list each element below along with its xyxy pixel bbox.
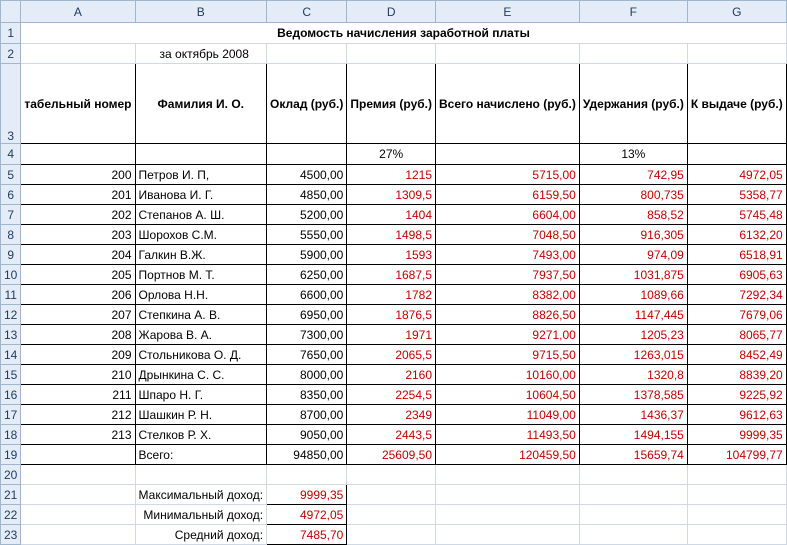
salary-cell[interactable]: 6950,00 <box>267 305 347 325</box>
table-row <box>1 425 787 445</box>
total-cell[interactable]: 8826,50 <box>436 305 580 325</box>
row-header[interactable]: 9 <box>1 245 21 265</box>
name-cell[interactable]: Шпаро Н. Г. <box>135 385 267 405</box>
salary-cell[interactable]: 5900,00 <box>267 245 347 265</box>
name-cell[interactable]: Степанов А. Ш. <box>135 205 267 225</box>
payout-cell[interactable]: 9225,92 <box>687 385 786 405</box>
column-header-c[interactable]: C <box>267 1 347 23</box>
deduct-cell[interactable]: 1494,155 <box>579 425 687 445</box>
cell[interactable] <box>21 445 135 465</box>
summary-label[interactable]: Максимальный доход: <box>135 485 267 505</box>
total-cell[interactable]: 10160,00 <box>436 365 580 385</box>
bonus-cell[interactable]: 1876,5 <box>347 305 436 325</box>
deduct-cell[interactable]: 742,95 <box>579 165 687 185</box>
bonus-cell[interactable]: 1782 <box>347 285 436 305</box>
name-cell[interactable]: Орлова Н.Н. <box>135 285 267 305</box>
payout-cell[interactable]: 8065,77 <box>687 325 786 345</box>
tab-number-cell[interactable]: 201 <box>21 185 135 205</box>
payout-cell[interactable]: 5745,48 <box>687 205 786 225</box>
cell[interactable] <box>21 525 135 545</box>
row-header[interactable]: 6 <box>1 185 21 205</box>
cell[interactable] <box>687 525 786 545</box>
header-tab-number[interactable]: табельный номер <box>21 64 135 144</box>
row-header[interactable]: 15 <box>1 365 21 385</box>
payout-cell[interactable]: 6132,20 <box>687 225 786 245</box>
row-header[interactable]: 19 <box>1 445 21 465</box>
salary-cell[interactable]: 4500,00 <box>267 165 347 185</box>
cell[interactable] <box>21 144 135 165</box>
row-header[interactable]: 17 <box>1 405 21 425</box>
table-row <box>1 225 787 245</box>
row-header[interactable]: 2 <box>1 44 21 64</box>
table-row <box>1 205 787 225</box>
column-header-b[interactable]: B <box>135 1 267 23</box>
row-header[interactable]: 21 <box>1 485 21 505</box>
cell[interactable] <box>687 44 786 64</box>
cell[interactable] <box>135 465 267 485</box>
tab-number-cell[interactable]: 209 <box>21 345 135 365</box>
column-header-d[interactable]: D <box>347 1 436 23</box>
cell[interactable] <box>21 485 135 505</box>
table-row <box>1 385 787 405</box>
summary-row <box>1 505 787 525</box>
table-row <box>1 185 787 205</box>
name-cell[interactable]: Шорохов С.М. <box>135 225 267 245</box>
salary-cell[interactable]: 9050,00 <box>267 425 347 445</box>
row-header[interactable]: 14 <box>1 345 21 365</box>
cell[interactable] <box>347 465 436 485</box>
cell[interactable] <box>347 44 436 64</box>
select-all-corner[interactable] <box>1 1 21 23</box>
tab-number-cell[interactable]: 210 <box>21 365 135 385</box>
deduct-cell[interactable]: 858,52 <box>579 205 687 225</box>
total-cell[interactable]: 8382,00 <box>436 285 580 305</box>
totals-salary[interactable]: 94850,00 <box>267 445 347 465</box>
bonus-cell[interactable]: 1215 <box>347 165 436 185</box>
name-cell[interactable]: Стелков Р. Х. <box>135 425 267 445</box>
total-cell[interactable]: 11049,00 <box>436 405 580 425</box>
tab-number-cell[interactable]: 205 <box>21 265 135 285</box>
tab-number-cell[interactable]: 208 <box>21 325 135 345</box>
row-header[interactable]: 12 <box>1 305 21 325</box>
cell[interactable] <box>347 485 436 505</box>
salary-cell[interactable]: 8350,00 <box>267 385 347 405</box>
cell[interactable] <box>579 44 687 64</box>
bonus-cell[interactable]: 1593 <box>347 245 436 265</box>
name-cell[interactable]: Шашкин Р. Н. <box>135 405 267 425</box>
total-cell[interactable]: 7493,00 <box>436 245 580 265</box>
name-cell[interactable]: Стольникова О. Д. <box>135 345 267 365</box>
deduct-cell[interactable]: 1320,8 <box>579 365 687 385</box>
cell[interactable] <box>135 144 267 165</box>
cell[interactable] <box>579 525 687 545</box>
salary-cell[interactable]: 6250,00 <box>267 265 347 285</box>
payout-cell[interactable]: 9612,63 <box>687 405 786 425</box>
deduct-cell[interactable]: 1031,875 <box>579 265 687 285</box>
cell[interactable] <box>436 485 580 505</box>
table-row <box>1 305 787 325</box>
row-header[interactable]: 4 <box>1 144 21 165</box>
payout-cell[interactable]: 7292,34 <box>687 285 786 305</box>
payout-cell[interactable]: 6518,91 <box>687 245 786 265</box>
bonus-cell[interactable]: 2254,5 <box>347 385 436 405</box>
cell[interactable] <box>21 44 135 64</box>
table-row <box>1 265 787 285</box>
totals-bonus[interactable]: 25609,50 <box>347 445 436 465</box>
total-cell[interactable]: 5715,00 <box>436 165 580 185</box>
summary-row <box>1 485 787 505</box>
name-cell[interactable]: Портнов М. Т. <box>135 265 267 285</box>
deduct-cell[interactable]: 800,735 <box>579 185 687 205</box>
header-deduct[interactable]: Удержания (руб.) <box>579 64 687 144</box>
salary-cell[interactable]: 5200,00 <box>267 205 347 225</box>
cell[interactable] <box>347 505 436 525</box>
summary-value[interactable]: 9999,35 <box>267 485 347 505</box>
bonus-cell[interactable]: 2065,5 <box>347 345 436 365</box>
deduct-cell[interactable]: 974,09 <box>579 245 687 265</box>
payout-cell[interactable]: 8839,20 <box>687 365 786 385</box>
name-cell[interactable]: Степкина А. В. <box>135 305 267 325</box>
header-bonus[interactable]: Премия (руб.) <box>347 64 436 144</box>
table-row <box>1 365 787 385</box>
header-salary[interactable]: Оклад (руб.) <box>267 64 347 144</box>
salary-cell[interactable]: 7300,00 <box>267 325 347 345</box>
salary-cell[interactable]: 8000,00 <box>267 365 347 385</box>
salary-cell[interactable]: 7650,00 <box>267 345 347 365</box>
total-cell[interactable]: 7048,50 <box>436 225 580 245</box>
deduct-cell[interactable]: 1205,23 <box>579 325 687 345</box>
summary-label[interactable]: Средний доход: <box>135 525 267 545</box>
row-header[interactable]: 22 <box>1 505 21 525</box>
bonus-cell[interactable]: 2443,5 <box>347 425 436 445</box>
total-cell[interactable]: 9715,50 <box>436 345 580 365</box>
deduct-cell[interactable]: 1378,585 <box>579 385 687 405</box>
row-header[interactable]: 3 <box>1 64 21 144</box>
cell[interactable] <box>579 505 687 525</box>
column-header-f[interactable]: F <box>579 1 687 23</box>
bonus-rate[interactable]: 27% <box>347 144 436 165</box>
cell[interactable] <box>267 465 347 485</box>
cell[interactable] <box>436 44 580 64</box>
salary-cell[interactable]: 5550,00 <box>267 225 347 245</box>
bonus-cell[interactable]: 1687,5 <box>347 265 436 285</box>
bonus-cell[interactable]: 1404 <box>347 205 436 225</box>
payout-cell[interactable]: 7679,06 <box>687 305 786 325</box>
cell[interactable] <box>579 465 687 485</box>
table-row <box>1 325 787 345</box>
tab-number-cell[interactable]: 207 <box>21 305 135 325</box>
total-cell[interactable]: 10604,50 <box>436 385 580 405</box>
cell[interactable] <box>436 505 580 525</box>
cell[interactable] <box>436 144 580 165</box>
name-cell[interactable]: Жарова В. А. <box>135 325 267 345</box>
summary-value[interactable]: 4972,05 <box>267 505 347 525</box>
row-header[interactable]: 10 <box>1 265 21 285</box>
deduct-cell[interactable]: 1436,37 <box>579 405 687 425</box>
row-header[interactable]: 16 <box>1 385 21 405</box>
salary-cell[interactable]: 8700,00 <box>267 405 347 425</box>
cell[interactable] <box>347 525 436 545</box>
row-header[interactable]: 18 <box>1 425 21 445</box>
bonus-cell[interactable]: 1309,5 <box>347 185 436 205</box>
total-cell[interactable]: 11493,50 <box>436 425 580 445</box>
column-header-g[interactable]: G <box>687 1 786 23</box>
name-cell[interactable]: Иванова И. Г. <box>135 185 267 205</box>
total-cell[interactable]: 9271,00 <box>436 325 580 345</box>
tab-number-cell[interactable]: 211 <box>21 385 135 405</box>
totals-payout[interactable]: 104799,77 <box>687 445 786 465</box>
cell[interactable] <box>436 465 580 485</box>
deduct-rate[interactable]: 13% <box>579 144 687 165</box>
payout-cell[interactable]: 5358,77 <box>687 185 786 205</box>
summary-row <box>1 525 787 545</box>
tab-number-cell[interactable]: 212 <box>21 405 135 425</box>
column-header-a[interactable]: A <box>21 1 135 23</box>
cell[interactable] <box>579 485 687 505</box>
sheet-title[interactable]: Ведомость начисления заработной платы <box>21 23 786 44</box>
bonus-cell[interactable]: 2349 <box>347 405 436 425</box>
cell[interactable] <box>267 144 347 165</box>
tab-number-cell[interactable]: 202 <box>21 205 135 225</box>
header-total[interactable]: Всего начислено (руб.) <box>436 64 580 144</box>
row-header[interactable]: 13 <box>1 325 21 345</box>
row-header[interactable]: 7 <box>1 205 21 225</box>
row-header[interactable]: 1 <box>1 23 21 44</box>
total-cell[interactable]: 7937,50 <box>436 265 580 285</box>
payout-cell[interactable]: 8452,49 <box>687 345 786 365</box>
cell[interactable] <box>687 144 786 165</box>
name-cell[interactable]: Петров И. П, <box>135 165 267 185</box>
name-cell[interactable]: Галкин В.Ж. <box>135 245 267 265</box>
cell[interactable] <box>687 485 786 505</box>
tab-number-cell[interactable]: 213 <box>21 425 135 445</box>
deduct-cell[interactable]: 1147,445 <box>579 305 687 325</box>
payout-cell[interactable]: 9999,35 <box>687 425 786 445</box>
deduct-cell[interactable]: 916,305 <box>579 225 687 245</box>
row-header[interactable]: 11 <box>1 285 21 305</box>
table-row <box>1 165 787 185</box>
bonus-cell[interactable]: 1971 <box>347 325 436 345</box>
row-header[interactable]: 20 <box>1 465 21 485</box>
cell[interactable] <box>21 505 135 525</box>
salary-cell[interactable]: 6600,00 <box>267 285 347 305</box>
sheet-subtitle[interactable]: за октябрь 2008 <box>135 44 267 64</box>
totals-row <box>1 445 787 465</box>
cell[interactable] <box>267 44 347 64</box>
total-cell[interactable]: 6604,00 <box>436 205 580 225</box>
header-name[interactable]: Фамилия И. О. <box>135 64 267 144</box>
tab-number-cell[interactable]: 200 <box>21 165 135 185</box>
tab-number-cell[interactable]: 206 <box>21 285 135 305</box>
header-payout[interactable]: К выдаче (руб.) <box>687 64 786 144</box>
summary-label[interactable]: Минимальный доход: <box>135 505 267 525</box>
payout-cell[interactable]: 4972,05 <box>687 165 786 185</box>
deduct-cell[interactable]: 1263,015 <box>579 345 687 365</box>
payout-cell[interactable]: 6905,63 <box>687 265 786 285</box>
table-row <box>1 345 787 365</box>
row-header[interactable]: 23 <box>1 525 21 545</box>
deduct-cell[interactable]: 1089,66 <box>579 285 687 305</box>
total-cell[interactable]: 6159,50 <box>436 185 580 205</box>
cell[interactable] <box>21 465 135 485</box>
cell[interactable] <box>687 505 786 525</box>
totals-deduct[interactable]: 15659,74 <box>579 445 687 465</box>
row-header[interactable]: 5 <box>1 165 21 185</box>
table-row <box>1 245 787 265</box>
cell[interactable] <box>687 465 786 485</box>
bonus-cell[interactable]: 1498,5 <box>347 225 436 245</box>
tab-number-cell[interactable]: 204 <box>21 245 135 265</box>
totals-label[interactable]: Всего: <box>135 445 267 465</box>
totals-total[interactable]: 120459,50 <box>436 445 580 465</box>
salary-cell[interactable]: 4850,00 <box>267 185 347 205</box>
bonus-cell[interactable]: 2160 <box>347 365 436 385</box>
table-row <box>1 405 787 425</box>
row-header[interactable]: 8 <box>1 225 21 245</box>
column-header-e[interactable]: E <box>436 1 580 23</box>
cell[interactable] <box>436 525 580 545</box>
name-cell[interactable]: Дрынкина С. С. <box>135 365 267 385</box>
summary-value[interactable]: 7485,70 <box>267 525 347 545</box>
tab-number-cell[interactable]: 203 <box>21 225 135 245</box>
table-row <box>1 285 787 305</box>
